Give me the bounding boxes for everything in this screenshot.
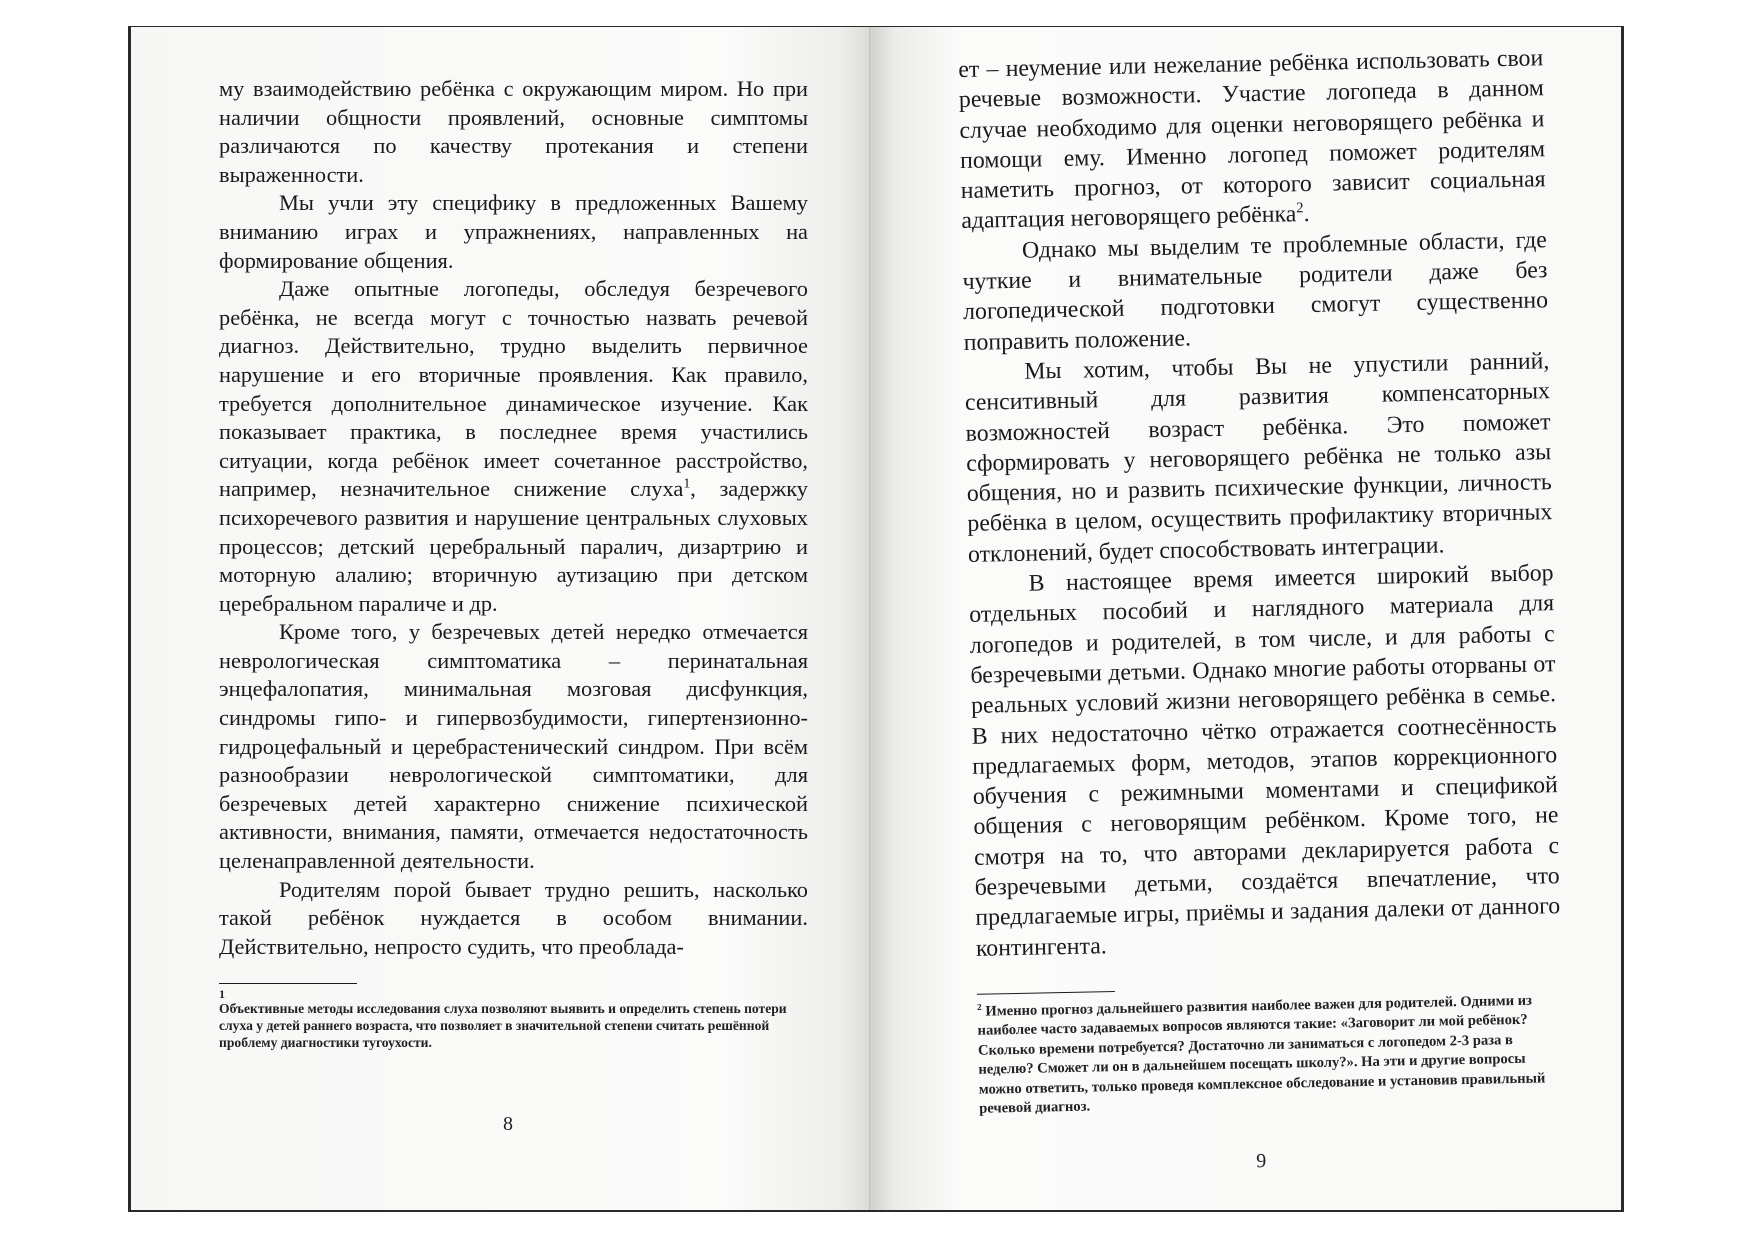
right-page [872, 27, 1621, 1210]
footnote-separator-right [977, 991, 1115, 995]
right-footnote-text: Именно прогноз дальнейшего развития наиболее важен для родителей. Одними из наиболее часто задаваемых вопросов являются такие: «Заговорит ли мой ребёнок? Сколько времени потребуется? Достаточно ли заниматься с логопедом 2-3 раза в неделю? Сможет ли он в дальнейшем посещать школу?». На эти и другие вопросы можно ответить, только проведя комплексное обследование и установив правильный речевой диагноз. [977, 992, 1546, 1118]
left-paragraph-3 [219, 275, 808, 618]
right-paragraph-2: Однако мы выделим те проблемные области, где чуткие и внимательные родители даже без логопедической подготовки смогут существенно поправить положение. [962, 227, 1549, 356]
left-paragraph-3-text-b: , задержку психоречевого развития и нарушение центральных слуховых процессов; детский церебральный паралич, дизартрию и моторную алалию; вторичную аутизацию при детском церебральном параличе и др. [219, 476, 808, 616]
right-paragraph-1-text: ет – неумение или нежелание ребёнка использовать свои речевые возможности. Участие логопеда в данном случае необходимо для оценки неговорящего ребёнка и помощи ему. Именно логопед поможет родителям наметить прогноз, от которого зависит социальная адаптация неговорящего ребёнка [958, 45, 1546, 235]
right-page-content [958, 43, 1564, 1173]
page-number-left: 8 [503, 1113, 513, 1135]
right-paragraph-1-end: . [1303, 201, 1310, 228]
left-paragraph-4: Кроме того, у безречевых детей нередко отмечается неврологическая симптоматика – перинатальная энцефалопатия, минимальная мозговая дисфункция, синдромы гипо- и гипервозбудимости, гипертензионно-гидроцефальный и церебрастенический синдром. При всём разнообразии неврологической симптоматики, для безречевых детей характерно снижение психической активности, внимания, памяти, отмечается недостаточность целенаправленной деятельности. [219, 619, 808, 874]
right-paragraph-4: В настоящее время имеется широкий выбор отдельных пособий и наглядного материала для логопедов и родителей, в том числе, и для работы с безречевыми детьми. Однако многие работы оторваны от реальных условий жизни неговорящего ребёнка в семье. В них недостаточно чётко отражается соотнесённость предлагаемых форм, методов, этапов коррекционного обучения с режимными моментами и спецификой общения с неговорящим ребёнком. Кроме того, не смотря на то, что авторами декларируется работа с безречевыми детьми, создаётся впечатление, что предлагаемые игры, приёмы и задания далеки от данного контингента. [968, 560, 1561, 962]
left-paragraph-1: му взаимодействию ребёнка с окружающим миром. Но при наличии общности проявлений, основные симптомы различаются по качеству протекания и степени выраженности. [219, 76, 808, 187]
left-paragraph-5: Родителям порой бывает трудно решить, насколько такой ребёнок нуждается в особом внимании. Действительно, непросто судить, что преоблада- [219, 876, 808, 959]
footnote-separator [219, 983, 357, 984]
left-paragraph-2: Мы учли эту специфику в предложенных Вашему вниманию играх и упражнениях, направленных на формирование общения. [219, 190, 808, 273]
footnote-reference-1: 1 [683, 476, 691, 492]
left-paragraph-3-text-a: Даже опытные логопеды, обследуя безречевого ребёнка, не всегда могут с точностью назвать речевой диагноз. Действительно, трудно выделить первичное нарушение и его вторичные проявления. Как правило, требуется дополнительное динамическое изучение. Как показывает практика, в последнее время участились ситуации, когда ребёнок имеет сочетанное расстройство, например, незначительное снижение слуха [219, 276, 808, 502]
right-footnote [977, 991, 1564, 1120]
footnote-marker-2: 2 [977, 1001, 982, 1012]
footnote-reference-2: 2 [1295, 200, 1304, 217]
footnote-marker-1: 1 [219, 987, 225, 1002]
right-paragraph-1 [958, 43, 1547, 236]
right-paragraph-3: Мы хотим, чтобы Вы не упустили ранний, сенситивный для развития компенсаторных возможностей возраст ребёнка. Это поможет сформировать у неговорящего ребёнка не только азы общения, но и развить психические функции, личность ребёнка в целом, осуществить профилактику вторичных отклонений, будет способствовать интеграции. [964, 348, 1553, 568]
page-number-right: 9 [1256, 1150, 1267, 1173]
left-footnote [219, 988, 808, 1051]
left-footnote-text: Объективные методы исследования слуха позволяют выявить и определить степень потери слуха у детей раннего возраста, что позволяет в значительной степени считать решённой проблему диагностики тугоухости. [219, 1001, 787, 1051]
left-page [131, 27, 872, 1210]
